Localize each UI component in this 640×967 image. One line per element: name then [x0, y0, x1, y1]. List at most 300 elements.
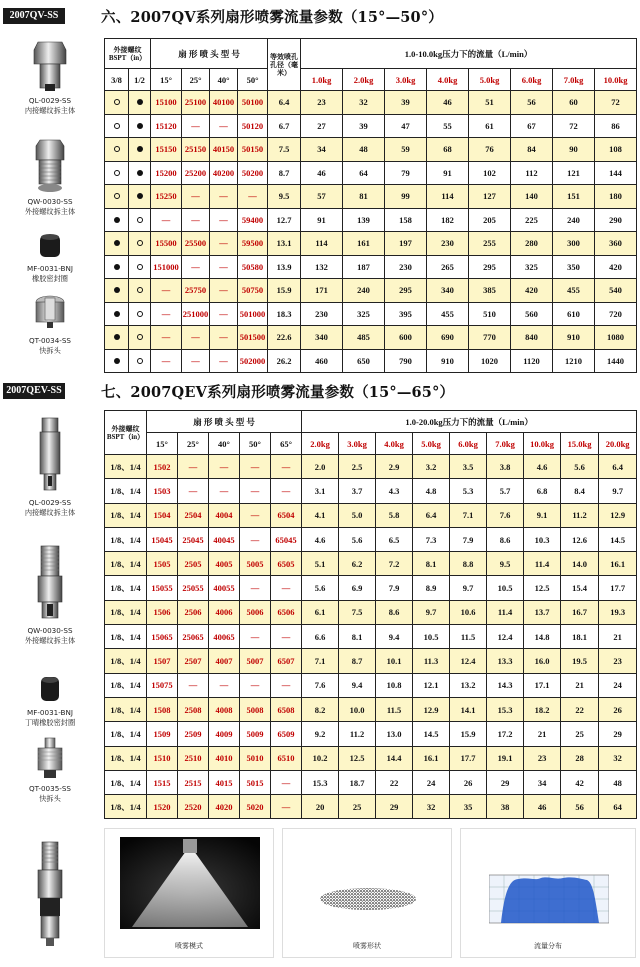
table-row	[105, 697, 637, 721]
table-row	[105, 138, 637, 162]
flow-cell: 158	[385, 208, 427, 232]
thread-cell: 1/8、1/4	[105, 527, 147, 551]
flow-cell: 46	[301, 161, 343, 185]
model-cell: 50150	[238, 138, 268, 162]
flow-cell: 9.2	[302, 722, 339, 746]
model-cell: 2515	[178, 770, 209, 794]
model-cell: 15150	[151, 138, 182, 162]
flow-cell: 59	[385, 138, 427, 162]
flow-cell: 5.7	[487, 479, 524, 503]
hollow-dot-icon	[137, 264, 143, 270]
quick-release-cap-image	[33, 736, 67, 780]
flow-cell: 29	[599, 722, 637, 746]
filled-dot-icon	[137, 146, 143, 152]
flow-distribution-image	[489, 867, 609, 927]
flow-cell: 11.4	[524, 552, 561, 576]
model-cell: —	[240, 503, 271, 527]
flow-cell: 132	[301, 255, 343, 279]
filled-dot-icon	[114, 358, 120, 364]
flow-cell: 1440	[595, 349, 637, 373]
model-cell: —	[210, 302, 238, 326]
table-row	[105, 625, 637, 649]
flow-cell: 5.1	[302, 552, 339, 576]
flow-cell: 56	[511, 91, 553, 115]
thread-mark	[105, 91, 129, 115]
table-row	[105, 722, 637, 746]
flow-cell: 42	[561, 770, 599, 794]
table-row	[105, 795, 637, 819]
flow-cell: 182	[427, 208, 469, 232]
thread-mark	[129, 185, 151, 209]
flow-cell: 300	[553, 232, 595, 256]
flow-cell: 10.5	[487, 576, 524, 600]
thread-mark	[129, 138, 151, 162]
flow-cell: 11.4	[487, 600, 524, 624]
product-desc: 快拆头	[39, 794, 61, 803]
table-row	[105, 770, 637, 794]
model-cell: 2505	[178, 552, 209, 576]
product2-qw-0030	[0, 544, 100, 646]
flow-cell: 72	[553, 114, 595, 138]
flow-cell: 23	[301, 91, 343, 115]
model-cell: —	[240, 455, 271, 479]
model-cell: 5015	[240, 770, 271, 794]
flow-cell: 8.9	[413, 576, 450, 600]
product-ql-0029	[0, 40, 100, 116]
flow-cell: 13.2	[450, 673, 487, 697]
model-cell: —	[209, 479, 240, 503]
nozzle-assembly-image	[33, 840, 67, 950]
filled-dot-icon	[137, 123, 143, 129]
thread-mark	[105, 138, 129, 162]
model-cell: —	[210, 255, 238, 279]
thread-cell: 1/8、1/4	[105, 600, 147, 624]
model-cell: —	[182, 349, 210, 373]
flow-cell: 16.1	[599, 552, 637, 576]
model-cell: 6505	[271, 552, 302, 576]
flow-cell: 10.5	[413, 625, 450, 649]
model-cell: 15500	[151, 232, 182, 256]
model-cell: 4010	[209, 746, 240, 770]
orifice-cell: 6.4	[268, 91, 301, 115]
model-cell: 15200	[151, 161, 182, 185]
model-cell: 1502	[147, 455, 178, 479]
thread-cell: 1/8、1/4	[105, 746, 147, 770]
flow-cell: 15.4	[561, 576, 599, 600]
model-cell: —	[210, 208, 238, 232]
model-cell: 25150	[182, 138, 210, 162]
hollow-dot-icon	[114, 193, 120, 199]
thread-cell: 1/8、1/4	[105, 503, 147, 527]
flow-cell: 25	[561, 722, 599, 746]
table-row	[105, 527, 637, 551]
flow-cell: 6.6	[302, 625, 339, 649]
flow-cell: 81	[343, 185, 385, 209]
flow-cell: 21	[524, 722, 561, 746]
thread-mark	[105, 302, 129, 326]
model-cell: 2506	[178, 600, 209, 624]
flow-cell: 8.6	[376, 600, 413, 624]
model-cell: 5005	[240, 552, 271, 576]
flow-cell: 21	[561, 673, 599, 697]
flow-cell: 197	[385, 232, 427, 256]
filled-dot-icon	[114, 334, 120, 340]
hollow-dot-icon	[137, 311, 143, 317]
orifice-cell: 7.5	[268, 138, 301, 162]
model-cell: —	[210, 232, 238, 256]
flow-cell: 770	[469, 326, 511, 350]
flow-cell: 39	[343, 114, 385, 138]
flow-cell: 7.9	[450, 527, 487, 551]
model-cell: 25500	[182, 232, 210, 256]
model-cell: 6506	[271, 600, 302, 624]
flow-cell: 17.7	[599, 576, 637, 600]
pressure-col-header: 3.0kg	[385, 69, 427, 91]
flow-cell: 4.1	[302, 503, 339, 527]
section1-title: 六、2007QV系列扇形喷雾流量参数（15°—50°）	[101, 9, 443, 26]
flow-cell: 171	[301, 279, 343, 303]
model-cell: 50200	[238, 161, 268, 185]
model-cell: —	[210, 279, 238, 303]
flow-cell: 16.1	[413, 746, 450, 770]
thread-cell: 1/8、1/4	[105, 722, 147, 746]
model-cell: 1504	[147, 503, 178, 527]
pressure-col-header: 7.0kg	[487, 433, 524, 455]
model-cell: 6510	[271, 746, 302, 770]
model-cell: —	[182, 326, 210, 350]
thread-mark	[105, 279, 129, 303]
product-desc: 橡胶密封圈	[32, 274, 68, 283]
thread-mark	[129, 279, 151, 303]
flow-cell: 187	[343, 255, 385, 279]
flow-cell: 5.0	[339, 503, 376, 527]
flow-cell: 12.4	[450, 649, 487, 673]
table-row	[105, 232, 637, 256]
model-cell: 2504	[178, 503, 209, 527]
flow-cell: 14.5	[599, 527, 637, 551]
seal-ring-image	[35, 232, 65, 260]
flow-cell: 560	[511, 302, 553, 326]
table-row	[105, 479, 637, 503]
spray-shape-panel	[282, 828, 452, 958]
model-cell: 5009	[240, 722, 271, 746]
thread-mark	[129, 302, 151, 326]
flow-cell: 2.9	[376, 455, 413, 479]
flow-cell: 6.4	[599, 455, 637, 479]
flow-cell: 12.5	[524, 576, 561, 600]
flow-cell: 460	[301, 349, 343, 373]
flow-cell: 18.2	[524, 697, 561, 721]
model-cell: 40200	[210, 161, 238, 185]
thread-cell: 1/8、1/4	[105, 479, 147, 503]
flow-cell: 9.5	[487, 552, 524, 576]
model-cell: 2510	[178, 746, 209, 770]
flow-cell: 11.5	[450, 625, 487, 649]
orifice-cell: 9.5	[268, 185, 301, 209]
product-code: QT-0035-SS	[29, 784, 71, 793]
flow-cell: 23	[599, 649, 637, 673]
flow-cell: 91	[301, 208, 343, 232]
product-code: QL-0029-SS	[28, 498, 72, 507]
angle-header: 50°	[238, 69, 268, 91]
flow-cell: 1080	[595, 326, 637, 350]
thread-mark	[105, 161, 129, 185]
model-cell: 4020	[209, 795, 240, 819]
nozzle-body-external-image	[30, 138, 70, 193]
model-cell: 15100	[151, 91, 182, 115]
flow-cell: 910	[553, 326, 595, 350]
flow-cell: 12.4	[487, 625, 524, 649]
orifice-cell: 22.6	[268, 326, 301, 350]
flow-cell: 10.3	[524, 527, 561, 551]
flow-cell: 46	[427, 91, 469, 115]
product-desc: 内接螺纹拆主体	[24, 508, 76, 517]
model-cell: —	[240, 673, 271, 697]
orifice-cell: 18.3	[268, 302, 301, 326]
model-cell: 1505	[147, 552, 178, 576]
model-cell: —	[210, 114, 238, 138]
table-row	[105, 746, 637, 770]
hollow-dot-icon	[114, 170, 120, 176]
flow-cell: 48	[343, 138, 385, 162]
orifice-cell: 13.1	[268, 232, 301, 256]
model-cell: 2508	[178, 697, 209, 721]
model-cell: —	[240, 479, 271, 503]
flow-cell: 17.1	[524, 673, 561, 697]
flow-cell: 6.8	[524, 479, 561, 503]
model-cell: 15075	[147, 673, 178, 697]
flow-cell: 9.7	[450, 576, 487, 600]
flow-cell: 8.8	[450, 552, 487, 576]
flow-cell: 6.2	[339, 552, 376, 576]
flow-cell: 340	[427, 279, 469, 303]
flow-cell: 485	[343, 326, 385, 350]
model-cell: 25055	[178, 576, 209, 600]
flow-cell: 16.0	[524, 649, 561, 673]
model-cell: —	[151, 326, 182, 350]
model-cell: —	[210, 185, 238, 209]
flow-cell: 510	[469, 302, 511, 326]
flow-cell: 5.6	[339, 527, 376, 551]
model-cell: 15045	[147, 527, 178, 551]
panel-caption: 流量分布	[534, 942, 562, 950]
flow-cell: 7.6	[302, 673, 339, 697]
model-cell: —	[210, 349, 238, 373]
nozzle-body-image	[30, 40, 70, 92]
flow-cell: 3.2	[413, 455, 450, 479]
flow-cell: 180	[595, 185, 637, 209]
flow-cell: 14.3	[487, 673, 524, 697]
flow-cell: 295	[469, 255, 511, 279]
flow-cell: 34	[524, 770, 561, 794]
model-cell: —	[271, 795, 302, 819]
section2-title: 七、2007QEV系列扇形喷雾流量参数（15°—65°）	[101, 384, 455, 401]
hollow-dot-icon	[137, 334, 143, 340]
product-qw-0030	[0, 138, 100, 217]
model-cell: 4008	[209, 697, 240, 721]
pressure-col-header: 10.0kg	[595, 69, 637, 91]
model-cell: 4004	[209, 503, 240, 527]
table-row	[105, 600, 637, 624]
table-row	[105, 326, 637, 350]
table-row	[105, 185, 637, 209]
filled-dot-icon	[114, 240, 120, 246]
flow-cell: 1020	[469, 349, 511, 373]
nozzle-body-external-long-image	[33, 544, 67, 622]
flow-cell: 910	[427, 349, 469, 373]
model-cell: —	[238, 185, 268, 209]
product-code: QL-0029-SS	[28, 96, 72, 105]
flow-cell: 14.4	[376, 746, 413, 770]
flow-cell: 90	[553, 138, 595, 162]
flow-cell: 650	[343, 349, 385, 373]
filled-dot-icon	[137, 170, 143, 176]
product2-assembly	[0, 840, 100, 954]
table-row	[105, 649, 637, 673]
table-row	[105, 255, 637, 279]
model-cell: —	[182, 114, 210, 138]
thread-cell: 1/8、1/4	[105, 795, 147, 819]
model-cell: 25100	[182, 91, 210, 115]
product-desc: 快拆头	[39, 346, 61, 355]
flow-cell: 76	[469, 138, 511, 162]
flow-cell: 7.3	[413, 527, 450, 551]
thread-mark	[105, 208, 129, 232]
section1-badge: 2007QV-SS	[3, 8, 65, 24]
model-cell: 1509	[147, 722, 178, 746]
filled-dot-icon	[137, 193, 143, 199]
model-cell: —	[151, 208, 182, 232]
flow-cell: 57	[301, 185, 343, 209]
flow-cell: 14.1	[450, 697, 487, 721]
flow-cell: 360	[595, 232, 637, 256]
flow-cell: 6.5	[376, 527, 413, 551]
flow-cell: 22	[376, 770, 413, 794]
thread-mark	[129, 232, 151, 256]
thread-mark	[129, 114, 151, 138]
table-row	[105, 302, 637, 326]
flow-cell: 6.1	[302, 600, 339, 624]
model-cell: 5020	[240, 795, 271, 819]
flow-cell: 3.5	[450, 455, 487, 479]
product2-mf-0031	[0, 674, 100, 728]
orifice-cell: 15.9	[268, 279, 301, 303]
flow-cell: 7.6	[487, 503, 524, 527]
flow-cell: 99	[385, 185, 427, 209]
flow-cell: 11.3	[413, 649, 450, 673]
flow-cell: 18.7	[339, 770, 376, 794]
table-row	[105, 455, 637, 479]
product2-qt-0035	[0, 736, 100, 804]
flow-cell: 127	[469, 185, 511, 209]
qv-flow-table	[104, 38, 637, 373]
thread-mark	[105, 232, 129, 256]
flow-cell: 64	[599, 795, 637, 819]
flow-cell: 9.4	[376, 625, 413, 649]
model-cell: —	[151, 302, 182, 326]
flow-cell: 13.7	[524, 600, 561, 624]
pressure-col-header: 5.0kg	[469, 69, 511, 91]
model-cell: —	[151, 349, 182, 373]
model-cell: —	[210, 326, 238, 350]
flow-cell: 840	[511, 326, 553, 350]
model-cell: 25045	[178, 527, 209, 551]
model-cell: 15250	[151, 185, 182, 209]
flow-cell: 13.3	[487, 649, 524, 673]
product-code: MF-0031-BNJ	[27, 264, 73, 273]
product-code: QT-0034-SS	[29, 336, 71, 345]
flow-cell: 139	[343, 208, 385, 232]
flow-cell: 1120	[511, 349, 553, 373]
flow-cell: 2.5	[339, 455, 376, 479]
product-desc: 外接螺纹拆主体	[24, 207, 76, 216]
model-cell: —	[271, 455, 302, 479]
flow-cell: 38	[487, 795, 524, 819]
flow-cell: 32	[343, 91, 385, 115]
thread-mark	[129, 255, 151, 279]
pressure-col-header: 5.0kg	[413, 433, 450, 455]
flow-cell: 12.9	[599, 503, 637, 527]
pressure-col-header: 7.0kg	[553, 69, 595, 91]
flow-cell: 11.2	[561, 503, 599, 527]
flow-cell: 2.0	[302, 455, 339, 479]
product2-ql-0029	[0, 416, 100, 518]
table-row	[105, 576, 637, 600]
orifice-cell: 6.7	[268, 114, 301, 138]
filled-dot-icon	[137, 99, 143, 105]
model-cell: 40100	[210, 91, 238, 115]
flow-cell: 10.0	[339, 697, 376, 721]
thread-mark	[105, 255, 129, 279]
model-cell: 40055	[209, 576, 240, 600]
model-cell: 5007	[240, 649, 271, 673]
quick-release-cap-image	[30, 292, 70, 332]
thread-mark	[129, 326, 151, 350]
flow-cell: 32	[599, 746, 637, 770]
model-cell: —	[271, 576, 302, 600]
model-cell: 50750	[238, 279, 268, 303]
product-desc: 丁晴橡胶密封圈	[24, 718, 76, 727]
product-code: QW-0030-SS	[27, 626, 73, 635]
table-row	[105, 208, 637, 232]
flow-cell: 21	[599, 625, 637, 649]
model-cell: 40065	[209, 625, 240, 649]
flow-cell: 10.1	[376, 649, 413, 673]
flow-cell: 26	[599, 697, 637, 721]
flow-cell: 34	[301, 138, 343, 162]
flow-cell: 24	[413, 770, 450, 794]
flow-cell: 610	[553, 302, 595, 326]
flow-cell: 9.1	[524, 503, 561, 527]
hollow-dot-icon	[137, 217, 143, 223]
flow-cell: 11.5	[376, 697, 413, 721]
model-cell: 25200	[182, 161, 210, 185]
model-cell: —	[178, 479, 209, 503]
flow-cell: 108	[595, 138, 637, 162]
table-row	[105, 91, 637, 115]
flow-cell: 720	[595, 302, 637, 326]
flow-cell: 67	[511, 114, 553, 138]
model-cell: 1515	[147, 770, 178, 794]
table-row	[105, 279, 637, 303]
model-cell: —	[271, 479, 302, 503]
flow-cell: 46	[524, 795, 561, 819]
model-header: 扇 形 喷 头 型 号	[151, 39, 268, 69]
orifice-header: 等效喷孔孔径（毫米）	[268, 39, 301, 91]
model-cell: 1506	[147, 600, 178, 624]
angle-header: 65°	[271, 433, 302, 455]
model-cell: —	[240, 576, 271, 600]
